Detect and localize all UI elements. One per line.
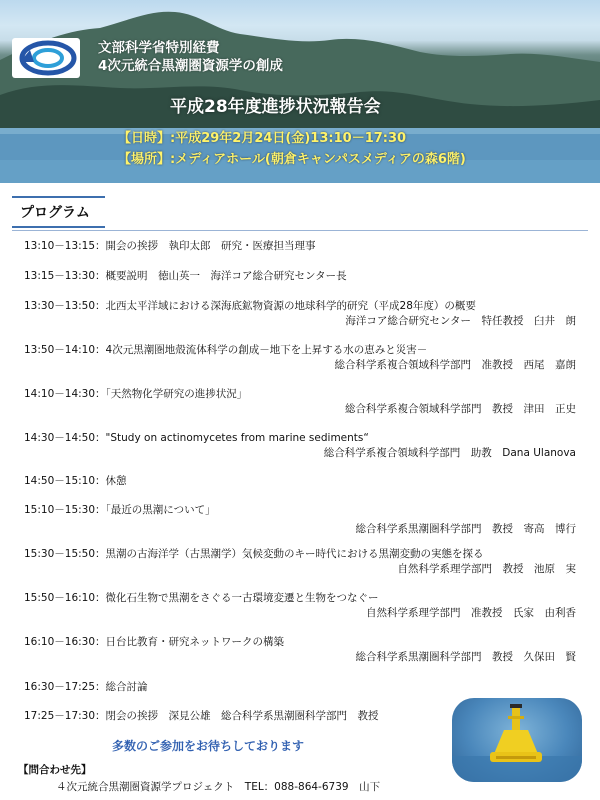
item-speaker: 海洋コア総合研究センター 特任教授 臼井 朗 (345, 315, 576, 327)
item-description: 4次元黒潮圏地殻流体科学の創成－地下を上昇する水の恵みと災害－ (105, 344, 428, 356)
item-time: 15:10－15:30： (24, 504, 106, 516)
item-speaker: 自然科学系理学部門 准教授 氏家 由利香 (366, 607, 576, 619)
schedule-item (24, 635, 576, 665)
schedule-item (24, 680, 576, 695)
schedule-item (24, 343, 576, 373)
contact-info: ４次元統合黒潮圏資源学プロジェクト TEL：088-864-6739 山下 (56, 781, 381, 793)
item-description: 微化石生物で黒潮をさぐる一古環境変遷と生物をつなぐー (105, 592, 379, 604)
item-time: 15:30－15:50： (24, 548, 106, 560)
schedule-item (24, 474, 576, 489)
schedule-item (24, 503, 576, 537)
item-time: 13:50－14:10： (24, 344, 106, 356)
event-date: 【日時】:平成29年2月24日(金)13:10－17:30 (118, 131, 407, 146)
item-description: 総合討論 (105, 681, 148, 693)
schedule-item (24, 387, 576, 417)
invite-message: 多数のご参加をお待ちしております (112, 739, 305, 753)
schedule-item (24, 709, 444, 724)
schedule-item (24, 547, 576, 577)
item-time: 13:10－13:15： (24, 240, 106, 252)
item-description: 日台比教育・研究ネットワークの構築 (105, 636, 285, 648)
item-time: 17:25－17:30： (24, 710, 106, 722)
item-description: "Study on actinomycetes from marine sediments“ (105, 432, 369, 444)
schedule-item (24, 269, 576, 284)
item-time: 16:10－16:30： (24, 636, 106, 648)
buoy-icon (452, 698, 582, 782)
schedule-item (24, 299, 576, 329)
item-time: 13:15－13:30： (24, 270, 106, 282)
item-description: 黒潮の古海洋学（古黒潮学）気候変動のキー時代における黒潮変動の実態を探る (105, 548, 484, 560)
item-time: 15:50－16:10： (24, 592, 106, 604)
item-speaker: 総合科学系複合領域科学部門 准教授 西尾 嘉朗 (334, 359, 576, 371)
buoy-photo (452, 698, 582, 782)
item-description: 北西太平洋域における深海底鉱物資源の地球科学的研究（平成28年度）の概要 (105, 300, 476, 312)
item-speaker: 総合科学系黒潮圏科学部門 教授 久保田 賢 (355, 651, 576, 663)
page-title: 平成28年度進捗状況報告会 (170, 97, 381, 117)
item-speaker: 総合科学系黒潮圏科学部門 教授 寄高 博行 (355, 523, 576, 535)
project-name: 4次元統合黒潮圏資源学の創成 (98, 58, 283, 74)
event-place: 【場所】:メディアホール(朝倉キャンパスメディアの森6階) (118, 152, 466, 167)
schedule-item (24, 431, 576, 461)
item-speaker: 総合科学系複合領域科学部門 助教 Dana Ulanova (323, 447, 576, 459)
item-description: 休憩 (105, 475, 127, 487)
item-description: 概要説明 徳山英一 海洋コア総合研究センター長 (105, 270, 347, 282)
item-time: 16:30－17:25： (24, 681, 106, 693)
item-description: 開会の挨拶 執印太郎 研究・医療担当理事 (105, 240, 316, 252)
item-description: 「最近の黒潮について」 (105, 504, 216, 516)
item-description: 「天然物化学研究の進捗状況」 (105, 388, 248, 400)
item-speaker: 自然科学系理学部門 教授 池原 実 (397, 563, 576, 575)
item-description: 閉会の挨拶 深見公雄 総合科学系黒潮圏科学部門 教授 (105, 710, 379, 722)
item-time: 14:50－15:10： (24, 475, 106, 487)
item-time: 14:10－14:30： (24, 388, 106, 400)
schedule-item (24, 591, 576, 621)
program-heading: プログラム (12, 196, 105, 228)
contact-label: 【問合わせ先】 (18, 764, 92, 776)
item-time: 14:30－14:50： (24, 432, 106, 444)
sponsor-line: 文部科学省特別経費 (98, 40, 220, 56)
schedule-item (24, 239, 576, 254)
item-speaker: 総合科学系複合領域科学部門 教授 津田 正史 (345, 403, 576, 415)
item-time: 13:30－13:50： (24, 300, 106, 312)
